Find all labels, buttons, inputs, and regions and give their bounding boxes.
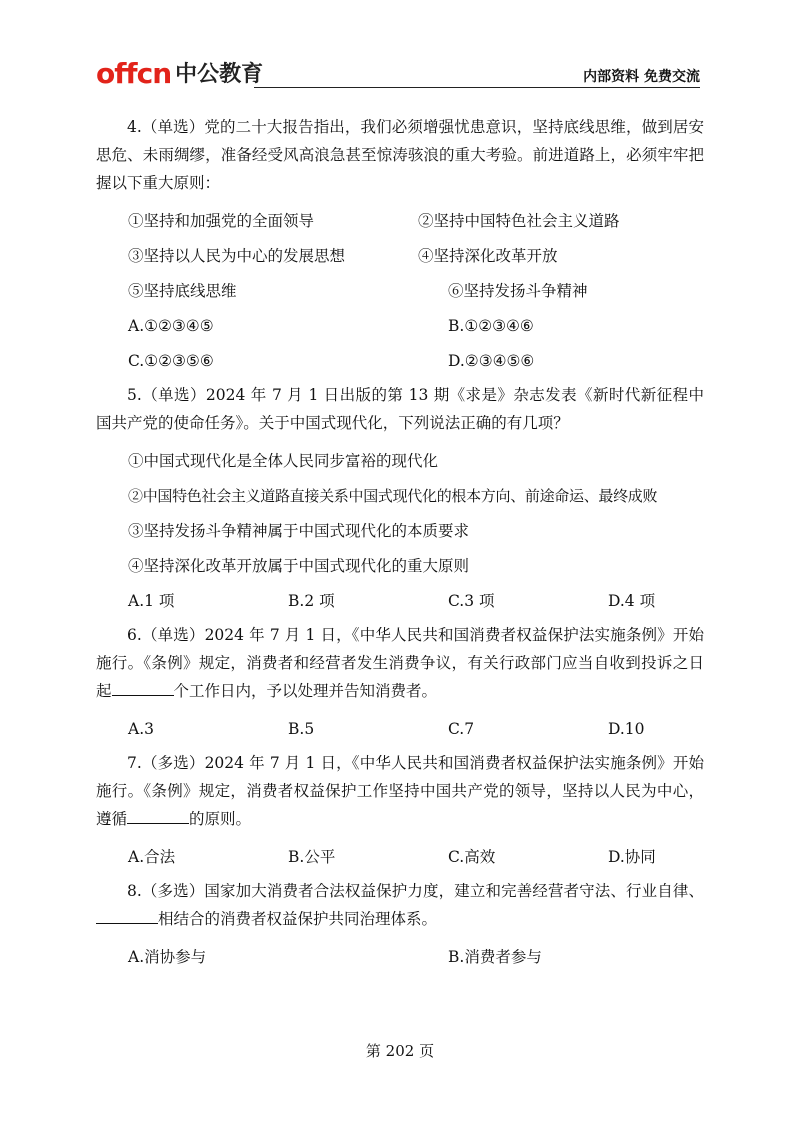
q5-option-c[interactable]: C.3 项 (448, 592, 495, 610)
q4-option-row (96, 309, 704, 344)
q8-stem-after-blank: 相结合的消费者权益保护共同治理体系。 (158, 910, 438, 928)
q4-item-2: ②坚持中国特色社会主义道路 (418, 212, 620, 230)
q6-stem (96, 621, 704, 705)
q5-item-2: ②中国特色社会主义道路直接关系中国式现代化的根本方向、前途命运、最终成败 (128, 487, 658, 505)
q5-item-1: ①中国式现代化是全体人民同步富裕的现代化 (128, 452, 439, 470)
q4-item-row (96, 274, 704, 309)
q4-option-d[interactable]: D.②③④⑤⑥ (448, 352, 535, 370)
q5-option-b[interactable]: B.2 项 (288, 592, 335, 610)
q7-answer-blank (127, 805, 189, 824)
page-content (96, 113, 704, 975)
q7-option-b[interactable]: B.公平 (288, 848, 336, 866)
q4-item-1: ①坚持和加强党的全面领导 (128, 212, 315, 230)
q8-stem (96, 877, 704, 933)
q4-item-3: ③坚持以人民为中心的发展思想 (128, 247, 346, 265)
page-header (96, 58, 700, 90)
q5-option-row (96, 584, 704, 619)
q6-stem-after-blank: 个工作日内，予以处理并告知消费者。 (173, 682, 438, 700)
q4-item-4: ④坚持深化改革开放 (418, 247, 558, 265)
q8-option-row (96, 940, 704, 975)
header-note: 内部资料 免费交流 (583, 69, 700, 85)
q5-option-d[interactable]: D.4 项 (608, 592, 656, 610)
q8-option-b[interactable]: B.消费者参与 (448, 948, 542, 966)
q4-option-c[interactable]: C.①②③⑤⑥ (128, 352, 214, 370)
q5-stem: 5.（单选）2024 年 7 月 1 日出版的第 13 期《求是》杂志发表《新时代新征程中国共产党的使命任务》。关于中国式现代化，下列说法正确的有几项？ (96, 386, 704, 432)
q8-answer-blank (96, 905, 158, 924)
q4-stem: 4.（单选）党的二十大报告指出，我们必须增强忧患意识，坚持底线思维，做到居安思危、未雨绸缪，准备经受风高浪急甚至惊涛骇浪的重大考验。前进道路上，必须牢牢把握以下重大原则： (96, 118, 704, 192)
q6-option-d[interactable]: D.10 (608, 720, 645, 738)
q4-item-row (96, 204, 704, 239)
q4-option-row (96, 344, 704, 379)
q7-option-a[interactable]: A.合法 (128, 848, 176, 866)
q7-stem-before-blank: 7.（多选）2024 年 7 月 1 日，《中华人民共和国消费者权益保护法实施条例》开始施行。《条例》规定，消费者权益保护工作坚持中国共产党的领导，坚持以人民为中心，遵循 (96, 754, 704, 828)
q6-option-row (96, 712, 704, 747)
q7-option-c[interactable]: C.高效 (448, 848, 496, 866)
q5-item-3: ③坚持发扬斗争精神属于中国式现代化的本质要求 (128, 522, 470, 540)
q6-answer-blank (112, 677, 174, 696)
logo-english-text: offcn (96, 57, 172, 90)
q7-stem-after-blank: 的原则。 (189, 810, 252, 828)
q6-option-c[interactable]: C.7 (448, 720, 475, 738)
q5-option-a[interactable]: A.1 项 (128, 592, 175, 610)
q4-option-b[interactable]: B.①②③④⑥ (448, 317, 534, 335)
q6-option-a[interactable]: A.3 (128, 720, 154, 738)
header-rule (254, 87, 700, 88)
q4-item-6: ⑥坚持发扬斗争精神 (448, 282, 588, 300)
q6-option-b[interactable]: B.5 (288, 720, 315, 738)
q7-stem (96, 749, 704, 833)
q4-option-a[interactable]: A.①②③④⑤ (128, 317, 214, 335)
q4-item-row (96, 239, 704, 274)
logo-chinese-text: 中公教育 (175, 62, 264, 87)
page-number: 第 202 页 (365, 1042, 435, 1060)
q8-option-a[interactable]: A.消协参与 (128, 948, 207, 966)
q5-item-4: ④坚持深化改革开放属于中国式现代化的重大原则 (128, 557, 470, 575)
q7-option-d[interactable]: D.协同 (608, 848, 656, 866)
q8-stem-before-blank: 8.（多选）国家加大消费者合法权益保护力度，建立和完善经营者守法、行业自律、 (127, 882, 704, 900)
offcn-logo (96, 58, 263, 88)
q6-stem-before-blank: 6.（单选）2024 年 7 月 1 日，《中华人民共和国消费者权益保护法实施条例》开始施行。《条例》规定，消费者和经营者发生消费争议，有关行政部门应当自收到投诉之日起 (96, 626, 704, 700)
q7-option-row (96, 840, 704, 875)
q4-item-5: ⑤坚持底线思维 (128, 282, 237, 300)
